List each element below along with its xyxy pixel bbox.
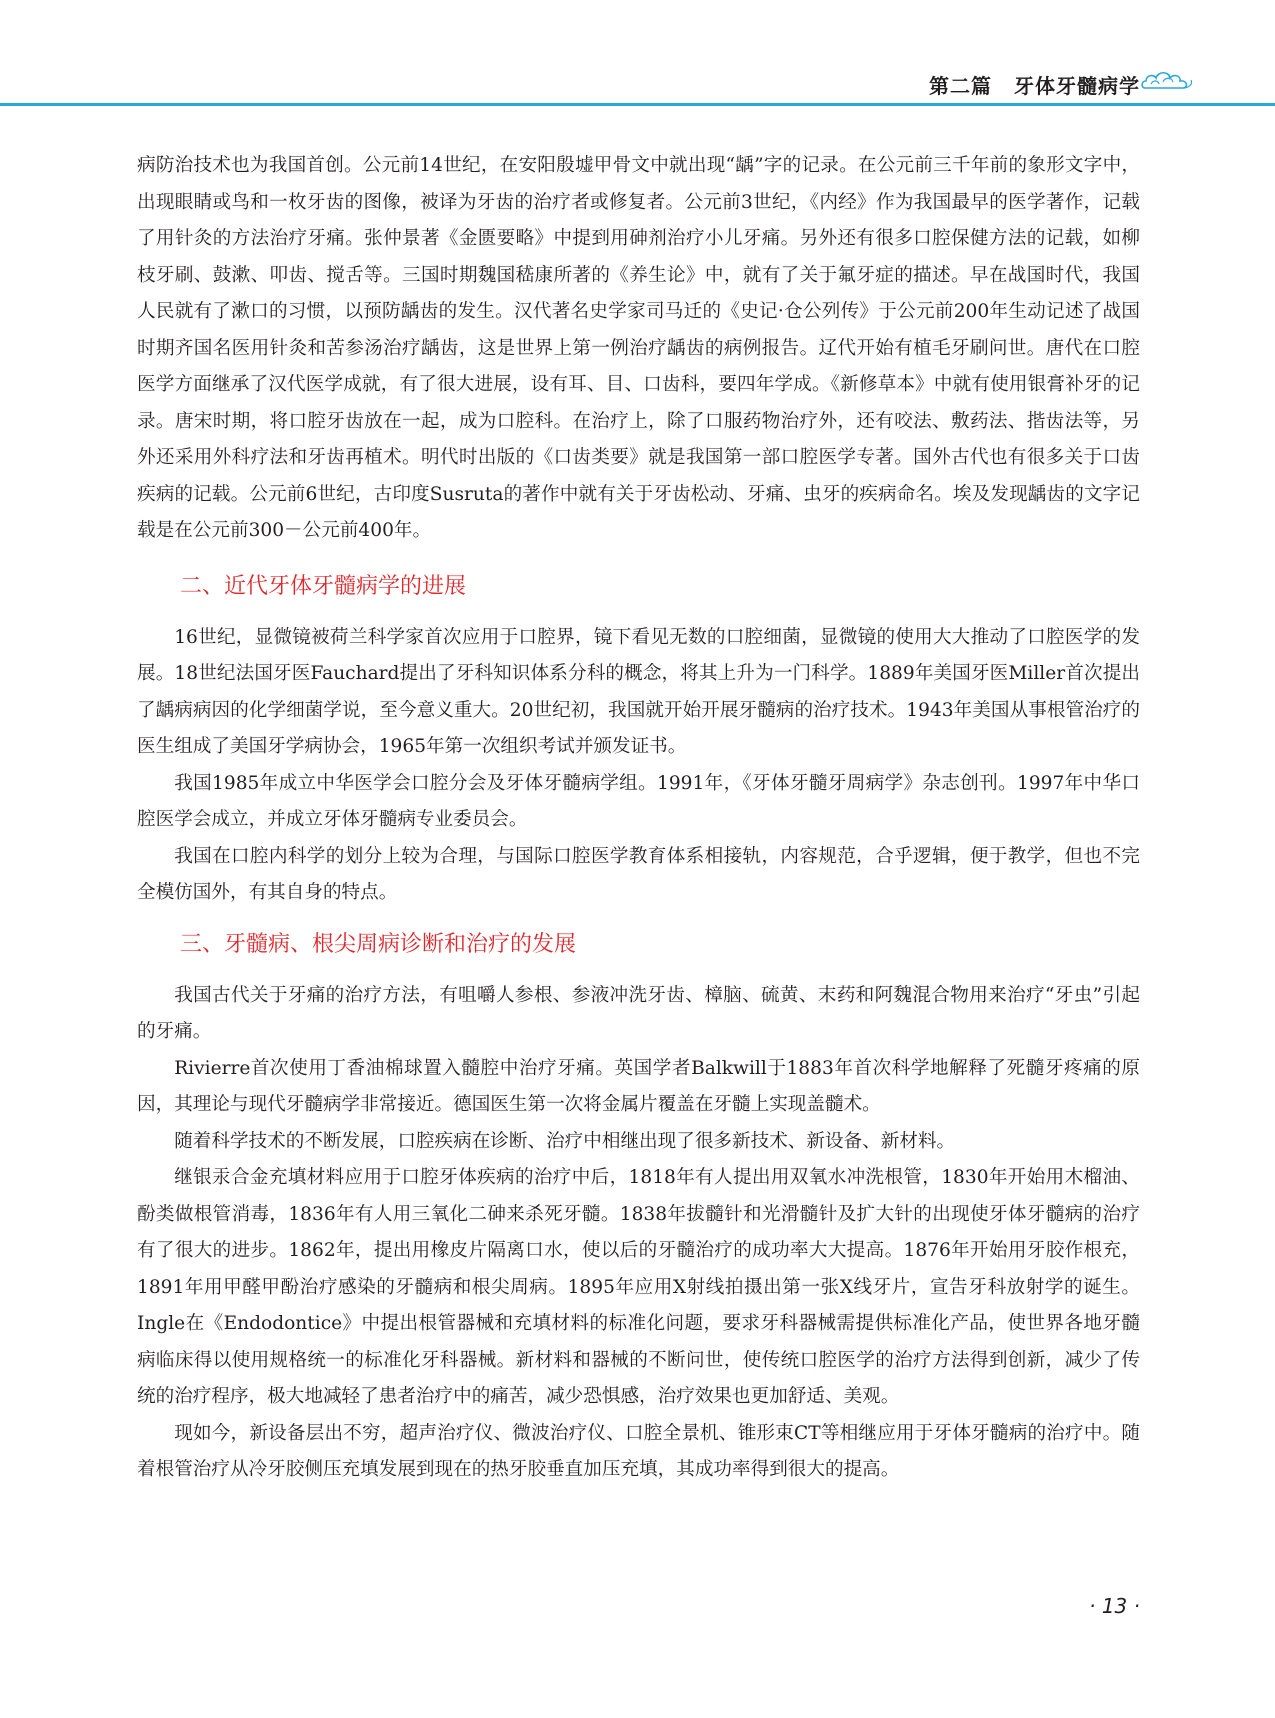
header-part-label: 第二篇 [929,74,992,98]
header-rule [0,103,1275,106]
paragraph-microscope: 16世纪，显微镜被荷兰科学家首次应用于口腔界，镜下看见无数的口腔细菌，显微镜的使用大大推动了口腔医学的发展。18世纪法国牙医Fauchard提出了牙科知识体系分科的概念，将其上升为一门科学。1889年美国牙医Miller首次提出了龋病病因的化学细菌学说，至今意义重大。20世纪初，我国就开始开展牙髓病的治疗技术。1943年美国从事根管治疗的医生组成了美国牙学病协会，1965年第一次组织考试并颁发证书。 [137,626,1140,757]
paragraph-oral-medicine-division: 我国在口腔内科学的划分上较为合理，与国际口腔医学教育体系相接轨，内容规范，合乎逻辑，便于教学，但也不完全模仿国外，有其自身的特点。 [137,845,1140,903]
header-title-label: 牙体牙髓病学 [1014,74,1140,98]
paragraph-rivierre: Rivierre首次使用丁香油棉球置入髓腔中治疗牙痛。英国学者Balkwill于1883年首次科学地解释了死髓牙疼痛的原因，其理论与现代牙髓病学非常接近。德国医生第一次将金属片覆盖在牙髓上实现盖髓术。 [137,1057,1140,1115]
cloud-ornament-icon [1139,64,1195,96]
paragraph-history-ancient: 病防治技术也为我国首创。公元前14世纪，在安阳殷墟甲骨文中就出现“龋”字的记录。在公元前三千年前的象形文字中，出现眼睛或鸟和一枚牙齿的图像，被译为牙齿的治疗者或修复者。公元前3世纪，《内经》作为我国最早的医学著作，记载了用针灸的方法治疗牙痛。张仲景著《金匮要略》中提到用砷剂治疗小儿牙痛。另外还有很多口腔保健方法的记载，如柳枝牙刷、鼓漱、叩齿、搅舌等。三国时期魏国嵇康所著的《养生论》中，就有了关于氟牙症的描述。早在战国时代，我国人民就有了漱口的习惯，以预防龋齿的发生。汉代著名史学家司马迁的《史记·仓公列传》于公元前200年生动记述了战国时期齐国名医用针灸和苦参汤治疗龋齿，这是世界上第一例治疗龋齿的病例报告。辽代开始有植毛牙刷问世。唐代在口腔医学方面继承了汉代医学成就，有了很大进展，设有耳、目、口齿科，要四年学成。《新修草本》中就有使用银膏补牙的记录。唐宋时期，将口腔牙齿放在一起，成为口腔科。在治疗上，除了口服药物治疗外，还有咬法、敷药法、揩齿法等，另外还采用外科疗法和牙齿再植术。明代时出版的《口齿类要》就是我国第一部口腔医学专著。国外古代也有很多关于口齿疾病的记载。公元前6世纪，古印度Susruta的著作中就有关于牙齿松动、牙痛、虫牙的疾病命名。埃及发现龋齿的文字记载是在公元前300－公元前400年。 [137,155,1140,541]
page-header [0,0,1275,108]
paragraph-new-technology: 随着科学技术的不断发展，口腔疾病在诊断、治疗中相继出现了很多新技术、新设备、新材料。 [174,1130,956,1152]
page-number: · 13 · [1089,1594,1140,1618]
section-heading-modern-progress: 二、近代牙体牙髓病学的进展 [180,573,467,599]
main-content [137,148,1140,1489]
section-heading-diagnosis-treatment: 三、牙髓病、根尖周病诊断和治疗的发展 [180,931,577,957]
paragraph-modern-equipment: 现如今，新设备层出不穷，超声治疗仪、微波治疗仪、口腔全景机、锥形束CT等相继应用于牙体牙髓病的治疗中。随着根管治疗从冷牙胶侧压充填发展到现在的热牙胶垂直加压充填，其成功率得到很大的提高。 [137,1422,1140,1480]
paragraph-ancient-toothache: 我国古代关于牙痛的治疗方法，有咀嚼人参根、参液冲洗牙齿、樟脑、硫黄、末药和阿魏混合物用来治疗“牙虫”引起的牙痛。 [137,984,1140,1042]
running-header [929,70,1140,99]
paragraph-china-1985: 我国1985年成立中华医学会口腔分会及牙体牙髓病学组。1991年，《牙体牙髓牙周病学》杂志创刊。1997年中华口腔医学会成立，并成立牙体牙髓病专业委员会。 [137,772,1140,830]
paragraph-amalgam-history: 继银汞合金充填材料应用于口腔牙体疾病的治疗中后，1818年有人提出用双氧水冲洗根管，1830年开始用木榴油、酚类做根管消毒，1836年有人用三氧化二砷来杀死牙髓。1838年拔髓针和光滑髓针及扩大针的出现使牙体牙髓病的治疗有了很大的进步。1862年，提出用橡皮片隔离口水，使以后的牙髓治疗的成功率大大提高。1876年开始用牙胶作根充，1891年用甲醛甲酚治疗感染的牙髓病和根尖周病。1895年应用X射线拍摄出第一张X线牙片，宣告牙科放射学的诞生。Ingle在《Endodontice》中提出根管器械和充填材料的标准化问题，要求牙科器械需提供标准化产品，使世界各地牙髓病临床得以使用规格统一的标准化牙科器械。新材料和器械的不断问世，使传统口腔医学的治疗方法得到创新，减少了传统的治疗程序，极大地减轻了患者治疗中的痛苦，减少恐惧感，治疗效果也更加舒适、美观。 [137,1167,1140,1407]
